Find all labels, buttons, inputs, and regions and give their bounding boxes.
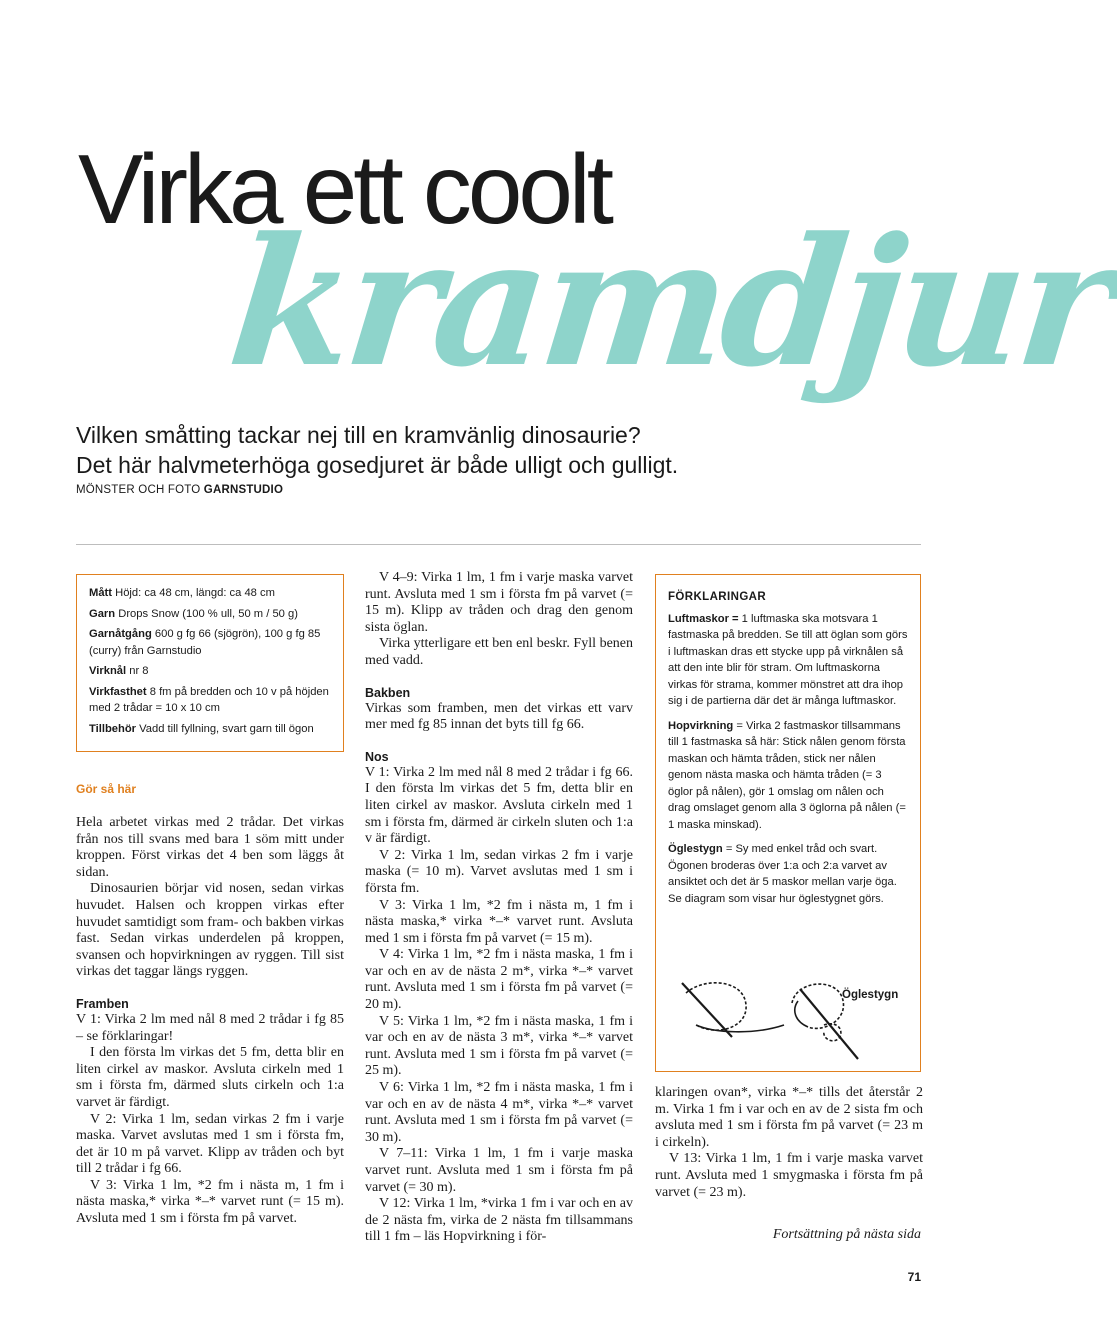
paragraph: V 2: Virka 1 lm, sedan virkas 2 fm i varje maska. Varvet avslutas med 1 sm i första fm, det är 10 m på varvet. Klipp av tråden och byt till 2 trådar i fg 66. [76, 1111, 344, 1177]
paragraph: V 4: Virka 1 lm, *2 fm i nästa maska, 1 fm i var och en av de nästa 2 m*, virka *–* varvet runt. Avsluta med 1 sm i första fm på varvet (= 20 m). [365, 947, 633, 1013]
explanation-entry [668, 718, 908, 834]
paragraph: Virka ytterligare ett ben enl beskr. Fyll benen med vadd. [365, 636, 633, 668]
materials-label: Virkfasthet [89, 685, 147, 698]
page-title-script: kramdjur [221, 199, 1117, 406]
explanation-entry [668, 841, 908, 907]
materials-row [89, 585, 331, 602]
materials-label: Virknål [89, 665, 127, 677]
column-1 [76, 815, 344, 1228]
explanation-label: Öglestygn [668, 843, 723, 855]
instructions-heading: Gör så här [76, 782, 137, 796]
paragraph: klaringen ovan*, virka *–* tills det återstår 2 m. Virka 1 fm i var och en av de 2 sista fm och avsluta med 1 sm i första fm på varvet (= 23 m i cirkeln). [655, 1085, 923, 1150]
section-heading-nos: Nos [365, 749, 389, 764]
materials-value: nr 8 [129, 665, 149, 677]
paragraph: V 3: Virka 1 lm, *2 fm i nästa m, 1 fm i nästa maska,* virka *–* varvet runt (= 15 m). Avsluta med 1 sm i första fm på varvet. [76, 1177, 344, 1227]
continued-note: Fortsättning på nästa sida [772, 1227, 921, 1242]
paragraph: V 13: Virka 1 lm, 1 fm i varje maska varvet runt. Avsluta med 1 smygmaska i första fm på varvet (= 23 m). [655, 1151, 923, 1200]
paragraph: V 2: Virka 1 lm, sedan virkas 2 fm i varje maska (= 10 m). Varvet avslutas med 1 sm i första fm. [365, 847, 633, 896]
section-heading-bakben: Bakben [365, 685, 411, 700]
materials-value: Höjd: ca 48 cm, längd: ca 48 cm [115, 587, 275, 599]
paragraph: V 12: Virka 1 lm, *virka 1 fm i var och en av de 2 nästa fm, virka de 2 nästa fm tillsammans till 1 fm – läs Hopvirkning i för- [365, 1196, 633, 1245]
explanations-heading: FÖRKLARINGAR [668, 591, 767, 603]
materials-value: Drops Snow (100 % ull, 50 m / 50 g) [118, 607, 298, 620]
materials-value: Vadd till fyllning, svart garn till ögon [139, 722, 314, 735]
materials-row [89, 626, 331, 659]
materials-box [76, 574, 344, 752]
materials-row [89, 721, 331, 738]
paragraph: V 5: Virka 1 lm, *2 fm i nästa maska, 1 fm i var och en av de nästa 3 m*, virka *–* varvet runt. Avsluta med 1 sm i första fm på varvet (= 25 m). [365, 1013, 633, 1079]
explanations-box [655, 574, 921, 1072]
lede [76, 420, 716, 480]
paragraph: V 7–11: Virka 1 lm, 1 fm i varje maska varvet runt. Avsluta med 1 sm i första fm på varvet (= 30 m). [365, 1146, 633, 1195]
explanation-label: Luftmaskor = [668, 612, 739, 625]
paragraph: V 6: Virka 1 lm, *2 fm i nästa maska, 1 fm i var och en av de nästa 4 m*, virka *–* varvet runt. Avsluta med 1 sm i första fm på varvet (= 30 m). [365, 1080, 633, 1145]
byline [76, 484, 283, 496]
explanation-entry [668, 611, 908, 710]
materials-value: 600 g fg 66 (sjögrön), 100 g fg 85 (curry) från Garnstudio [89, 628, 321, 657]
explanation-text: = Sy med enkel tråd och svart. Ögonen broderas över 1:a och 2:a varvet av ansiktet och det är 5 maskor mellan varje öga. Se diagram som visar hur öglestygnet görs. [668, 843, 897, 905]
lede-line-2: Det här halvmeterhöga gosedjuret är både ulligt och gulligt. [76, 452, 679, 478]
byline-name: GARNSTUDIO [203, 484, 284, 496]
column-2 [365, 570, 633, 1246]
materials-label: Tillbehör [89, 722, 137, 735]
materials-value: 8 fm på bredden och 10 v på höjden med 2 trådar = 10 x 10 cm [89, 685, 329, 714]
paragraph: V 1: Virka 2 lm med nål 8 med 2 trådar i fg 85 – se förklaringar! [76, 1011, 344, 1044]
materials-row [89, 606, 331, 623]
paragraph: Dinosaurien börjar vid nosen, sedan virkas huvudet. Halsen och kroppen virkas efter huvudet samtidigt som fram- och bakben virkas fast. Sedan virkas underdelen på kroppen, svansen och hopvirkningen av ryggen. Till sist virkas det taggar längs ryggen. [76, 881, 344, 980]
page-number: 71 [907, 1270, 921, 1284]
column-3 [655, 1085, 923, 1201]
lede-line-1: Vilken småtting tackar nej till en kramvänlig dinosaurie? [76, 422, 641, 448]
page-title: Virka ett coolt [78, 134, 610, 244]
paragraph: V 3: Virka 1 lm, *2 fm i nästa m, 1 fm i nästa maska,* virka *–* varvet runt. Avsluta med 1 sm i första fm på varvet (= 15 m). [365, 897, 633, 946]
paragraph: Hela arbetet virkas med 2 trådar. Det virkas från nos till svans med bara 1 söm mitt under kroppen. Först virkas det 4 ben som läggs åt sidan. [76, 815, 344, 880]
explanation-text: = Virka 2 fastmaskor tillsammans till 1 fastmaska så här: Stick nålen genom första maskan och hämta tråden, stick ner nålen genom nästa maska och hämta tråden (= 3 öglor på nålen), gör 1 omslag om nålen och drag omslaget genom alla 3 öglorna på nålen (= 1 maska minskad). [668, 719, 906, 831]
divider [76, 544, 921, 545]
materials-row [89, 684, 331, 717]
byline-prefix: MÖNSTER OCH FOTO [76, 484, 201, 496]
paragraph: V 4–9: Virka 1 lm, 1 fm i varje maska varvet runt. Avsluta med 1 sm i första fm på varvet (= 15 m). Klipp av tråden och drag den genom sista öglan. [365, 570, 633, 635]
explanation-text: 1 luftmaska ska motsvara 1 fastmaska på bredden. Se till att öglan som görs i luftmaskan dras ett stycke upp på virknålen så att den inte blir för stram. Om luftmaskorna virkas för strama, kommer mönstret att dra ihop sig i de partierna där det är många luftmaskor. [668, 612, 908, 707]
section-heading-framben: Framben [76, 996, 129, 1011]
materials-label: Garnåtgång [89, 628, 152, 640]
materials-label: Garn [89, 607, 116, 620]
diagram-label: Öglestygn [842, 989, 899, 1001]
paragraph: I den första lm virkas det 5 fm, detta blir en liten cirkel av maskor. Avsluta cirkeln med 1 sm i första fm, därmed sluts cirkeln och 1:a varvet är färdigt. [76, 1045, 344, 1110]
paragraph: V 1: Virka 2 lm med nål 8 med 2 trådar i fg 66. I den första lm virkas det 5 fm, detta blir en liten cirkel av maskor. Avsluta cirkeln med 1 sm i första fm, därmed är cirkeln sluten och 1:a v är färdigt. [365, 764, 633, 847]
explanation-label: Hopvirkning [668, 719, 734, 732]
materials-row [89, 663, 331, 680]
materials-label: Mått [89, 587, 112, 599]
paragraph: Virkas som framben, men det virkas ett varv mer med fg 85 innan det byts till fg 66. [365, 700, 633, 733]
